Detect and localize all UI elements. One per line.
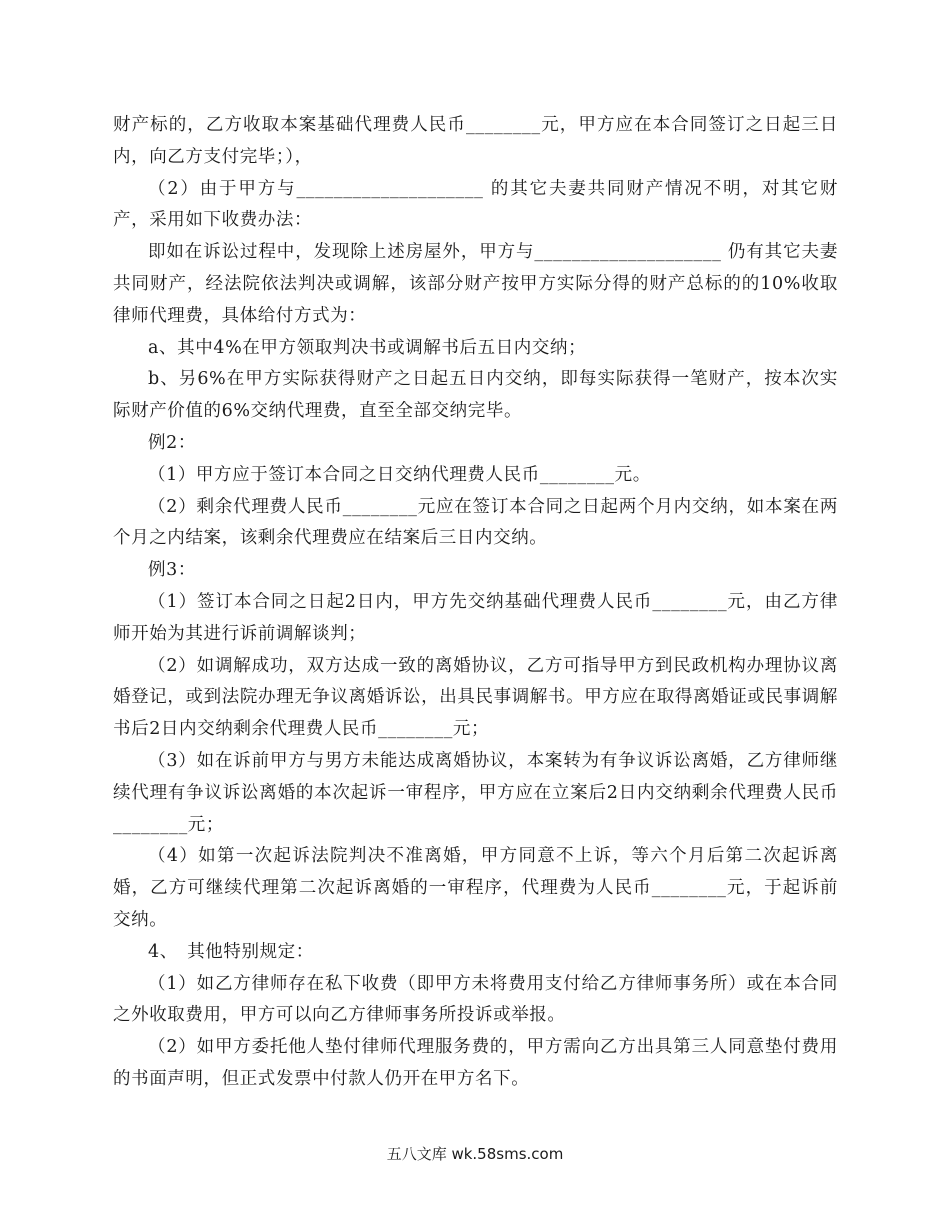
section-4-item-2: （2）如甲方委托他人垫付律师代理服务费的，甲方需向乙方出具第三人同意垫付费用的书面声明，但正式发票中付款人仍开在甲方名下。 xyxy=(113,1037,838,1089)
section-4-item-1: （1）如乙方律师存在私下收费（即甲方未将费用支付给乙方律师事务所）或在本合同之外收取费用，甲方可以向乙方律师事务所投诉或举报。 xyxy=(113,973,838,1026)
example-3-item-1: （1）签订本合同之日起2日内，甲方先交纳基础代理费人民币________元，由乙方律师开始为其进行诉前调解谈判； xyxy=(113,591,838,644)
paragraph-item-a: a、其中4%在甲方领取判决书或调解书后五日内交纳； xyxy=(148,337,587,358)
example-3-item-3: （3）如在诉前甲方与男方未能达成离婚协议，本案转为有争议诉讼离婚，乙方律师继续代理有争议诉讼离婚的本次起诉一审程序，甲方应在立案后2日内交纳剩余代理费人民币________元； xyxy=(113,750,838,835)
paragraph-litigation-fee: 即如在诉讼过程中，发现除上述房屋外，甲方与____________________ 仍有其它夫妻共同财产，经法院依法判决或调解，该部分财产按甲方实际分得的财产总标的的10%收取律师代理费，具体给付方式为： xyxy=(113,242,838,326)
section-4-heading: 4、 其他特别规定： xyxy=(148,941,314,962)
document-body xyxy=(113,110,838,1096)
paragraph-item-b: b、另6%在甲方实际获得财产之日起五日内交纳，即每实际获得一笔财产，按本次实际财产价值的6%交纳代理费，直至全部交纳完毕。 xyxy=(113,369,838,422)
example-2-item-2: （2）剩余代理费人民币________元应在签订本合同之日起两个月内交纳，如本案在两个月之内结案，该剩余代理费应在结案后三日内交纳。 xyxy=(113,496,838,549)
example-3-item-4: （4）如第一次起诉法院判决不准离婚，甲方同意不上诉，等六个月后第二次起诉离婚，乙方可继续代理第二次起诉离婚的一审程序，代理费为人民币________元，于起诉前交纳。 xyxy=(113,846,838,930)
paragraph-fee-basis: 财产标的，乙方收取本案基础代理费人民币________元，甲方应在本合同签订之日起三日内，向乙方支付完毕；）， xyxy=(113,115,838,167)
footer-watermark: 五八文库 wk.58sms.com xyxy=(386,1145,564,1163)
example-3-item-2: （2）如调解成功，双方达成一致的离婚协议，乙方可指导甲方到民政机构办理协议离婚登记，或到法院办理无争议离婚诉讼，出具民事调解书。甲方应在取得离婚证或民事调解书后2日内交纳剩余代理费人民币________元； xyxy=(113,655,838,740)
paragraph-other-property: （2）由于甲方与____________________ 的其它夫妻共同财产情况不明，对其它财产，采用如下收费办法： xyxy=(113,178,838,231)
example-2-heading: 例2： xyxy=(148,432,196,453)
example-3-heading: 例3： xyxy=(148,560,196,581)
example-2-item-1: （1）甲方应于签订本合同之日交纳代理费人民币________元。 xyxy=(148,464,651,485)
